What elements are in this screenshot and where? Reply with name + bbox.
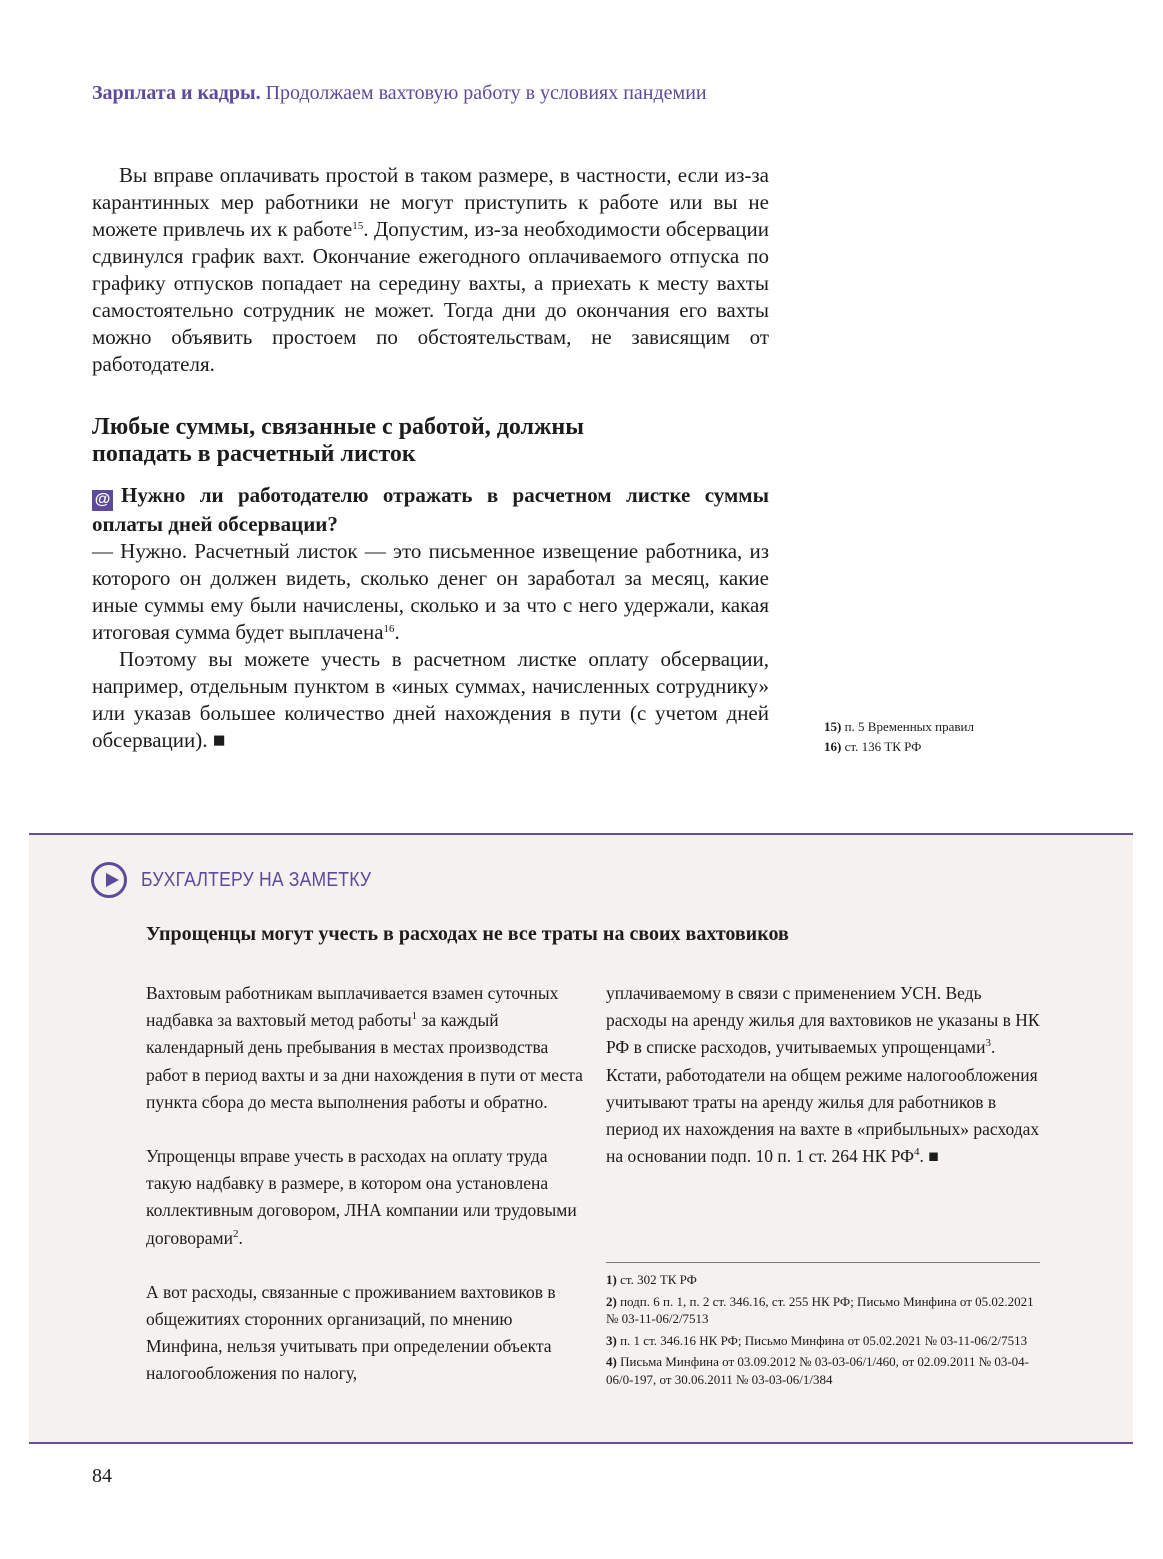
- text: уплачиваемому в связи с применением УСН. Ведь расходы на аренду жилья для вахтовиков не указаны в НК РФ в списке расходов, учитываемых упрощенцами: [606, 983, 1040, 1058]
- accountant-note-box: [29, 833, 1133, 1444]
- footnote-number: 4): [606, 1354, 617, 1369]
- header-section: Зарплата и кадры.: [92, 82, 261, 104]
- footnote: [606, 1293, 1040, 1328]
- text: Вахтовым работникам выплачивается взамен суточных надбавка за вахтовый метод работы: [146, 983, 559, 1031]
- paragraph: [146, 980, 586, 1116]
- box-footnotes: [606, 1262, 1040, 1392]
- box-heading: Упрощенцы могут учесть в расходах не все траты на своих вахтовиков: [146, 923, 789, 945]
- text: за каждый календарный день пребывания в местах производства работ в период вахты и за дни нахождения в пути от места пункта сбора до места выполнения работы и обратно.: [146, 1010, 583, 1112]
- page-number: 84: [92, 1465, 112, 1487]
- footnote-ref: 4: [914, 1146, 920, 1159]
- box-column-right: [606, 980, 1042, 1197]
- text: . ■: [919, 1146, 939, 1167]
- side-note: [824, 717, 974, 737]
- running-header: [92, 82, 707, 105]
- footnote-ref: 2: [233, 1227, 239, 1240]
- footnote-number: 2): [606, 1293, 617, 1309]
- footnote-ref: 3: [985, 1037, 991, 1050]
- paragraph: [92, 162, 769, 378]
- box-column-left: [146, 980, 586, 1415]
- paragraph: Поэтому вы можете учесть в расчетном листке оплату обсервации, например, отдельным пунктом в «иных суммах, начисленных сотруднику» или указав большее количество дней нахождения в пути (с учетом дней обсервации). ■: [92, 647, 769, 752]
- side-note: [824, 737, 974, 757]
- question: [92, 482, 769, 538]
- footnote-number: 1): [606, 1272, 617, 1287]
- footnote-number: 3): [606, 1332, 617, 1348]
- note-number: 16): [824, 739, 842, 754]
- footnote: [606, 1353, 1040, 1388]
- footnote-text: п. 1 ст. 346.16 НК РФ; Письмо Минфина от 05.02.2021 № 03-11-06/2/7513: [620, 1332, 1028, 1348]
- paragraph: [146, 1143, 586, 1252]
- footnote-text: ст. 302 ТК РФ: [620, 1272, 697, 1287]
- note-text: ст. 136 ТК РФ: [844, 739, 922, 754]
- footnote: [606, 1332, 1040, 1350]
- text: Вы вправе оплачивать простой в таком размере, в частности, если из-за карантинных мер работники не могут приступить к работе или вы не можете привлечь их к работе: [92, 163, 769, 241]
- text: . Кстати, работодатели на общем режиме налогообложения учитывают траты на аренду жилья для работников в период их нахождения на вахте в «прибыльных» расходах на основании подп. 10 п. 1 ст. 264 НК РФ: [606, 1037, 1040, 1167]
- text: — Нужно. Расчетный листок — это письменное извещение работника, из которого он должен видеть, сколько денег он заработал за месяц, какие иные суммы ему были начислены, сколько и за что с него удержали, какая итоговая сумма будет выплачена: [92, 539, 769, 644]
- footnote-text: Письма Минфина от 03.09.2012 № 03-03-06/1/460, от 02.09.2011 № 03-04-06/0-197, от 30.06.2011 № 03-03-06/1/384: [606, 1354, 1030, 1387]
- text: . Допустим, из-за необходимости обсервации сдвинулся график вахт. Окончание ежегодного оплачиваемого отпуска по графику отпусков попадает на середину вахты, а приехать к месту вахты самостоятельно сотрудник не может. Тогда дни до окончания его вахты можно объявить простоем по обстоятельствам, не зависящим от работодателя.: [92, 217, 769, 376]
- at-icon: @: [92, 490, 113, 511]
- box-title: [91, 862, 403, 898]
- paragraph: А вот расходы, связанные с проживанием вахтовиков в общежитиях сторонних организаций, по мнению Минфина, нельзя учитывать при определении объекта налогообложения по налогу,: [146, 1281, 556, 1384]
- footnote-ref: 15: [352, 220, 364, 232]
- note-text: п. 5 Временных правил: [844, 719, 974, 734]
- answer: [92, 538, 769, 646]
- section-heading: Любые суммы, связанные с работой, должны попадать в расчетный листок: [92, 414, 584, 467]
- box-label: БУХГАЛТЕРУ НА ЗАМЕТКУ: [141, 868, 372, 891]
- footnote-ref: 1: [411, 1010, 418, 1023]
- footnote: [606, 1271, 1040, 1289]
- header-title: Продолжаем вахтовую работу в условиях пандемии: [265, 82, 707, 104]
- play-icon: [91, 862, 127, 898]
- paragraph: [606, 980, 1042, 1170]
- text: Упрощенцы вправе учесть в расходах на оплату труда такую надбавку в размере, в котором она установлена коллективным договором, ЛНА компании или трудовыми договорами: [146, 1146, 577, 1248]
- note-number: 15): [824, 719, 842, 734]
- question-text: Нужно ли работодателю отражать в расчетном листке суммы оплаты дней обсервации?: [92, 483, 769, 536]
- footnote-text: подп. 6 п. 1, п. 2 ст. 346.16, ст. 255 НК РФ; Письмо Минфина от 05.02.2021 № 03-11-06/2/7513: [606, 1293, 1034, 1326]
- footnote-ref: 16: [383, 623, 395, 635]
- text: .: [394, 620, 400, 644]
- article-body: [92, 162, 769, 754]
- text: .: [238, 1227, 243, 1248]
- side-notes: [824, 717, 974, 757]
